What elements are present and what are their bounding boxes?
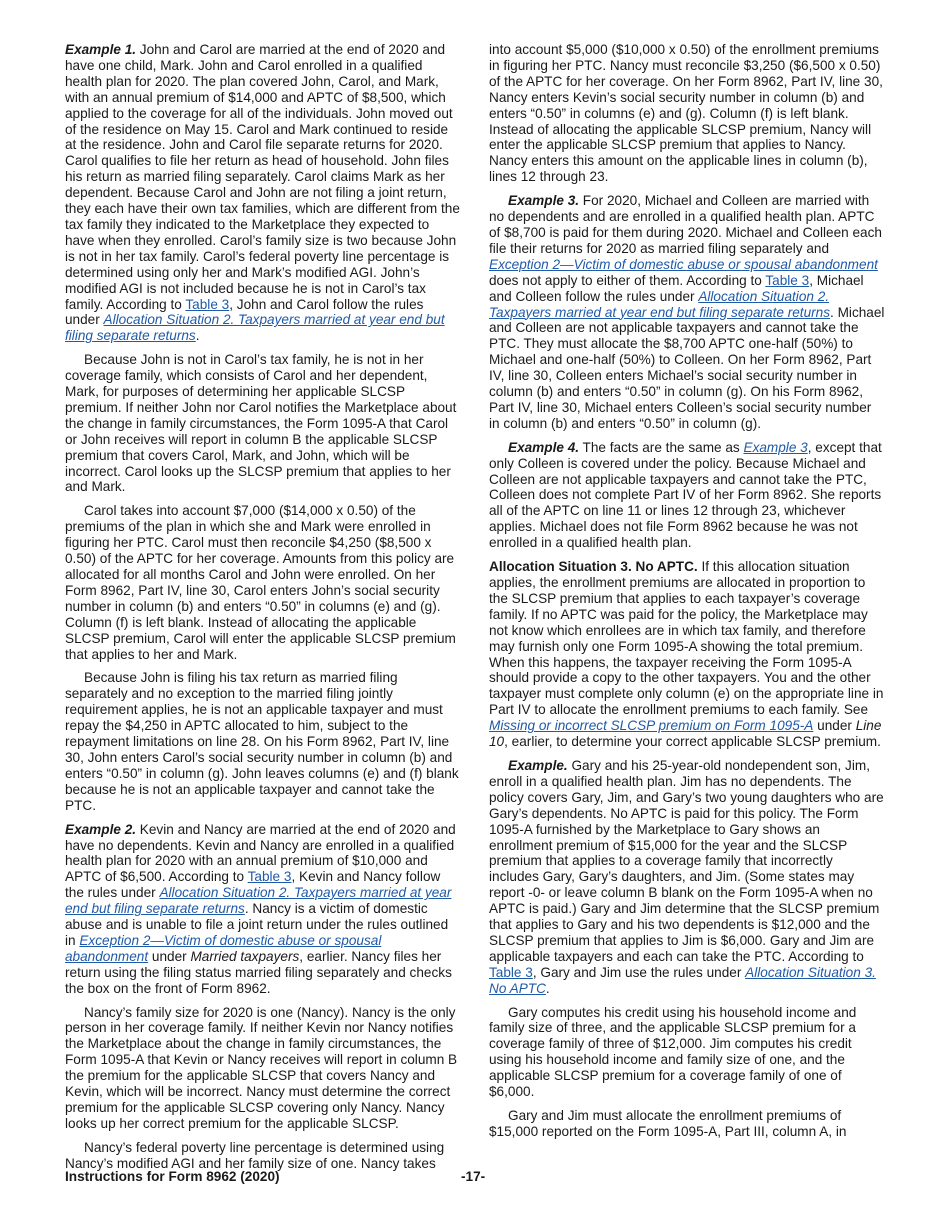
example-gary-text-3: . (545, 980, 550, 996)
table-3-link[interactable]: Table 3 (765, 272, 810, 288)
example-2-paragraph (65, 822, 461, 997)
example-3-text-3: , Michael and Colleen follow the rules under (489, 272, 864, 304)
example-1-text-2: , John and Carol follow the rules under (65, 296, 424, 328)
example-4-paragraph (489, 440, 885, 551)
example-3-lead: Example 3. (508, 193, 580, 209)
example-2-text-3: . Nancy is a victim of domestic abuse and is unable to file a joint return under the rules outlined in (65, 901, 449, 948)
exception-2-link[interactable]: Exception 2—Victim of domestic abuse or spousal abandonment (489, 256, 878, 272)
example-1-text: John and Carol are married at the end of 2020 and have one child, Mark. John and Carol enrolled in a qualified health plan for 2020. The plan covered John, Carol, and Mark, with an annual premium of $14,000 and APTC of $8,500, which applied to the coverage for all of the individuals. John moved out of the residence on May 15. Carol and Mark continued to reside at the residence. John and Carol file separate returns for 2020. Carol qualifies to file her return as head of household. John files his return as married filing separately. Carol claims Mark as her dependent. Because Carol and John are not filing a joint return, they each have their own tax families, which are different from the tax family they indicated to the Marketplace they expected to have when they enrolled. Carol’s family size is two because John is not in her tax family. Carol’s federal poverty line percentage is determined using only her and Mark’s modified AGI. John’s modified AGI is not included because he is not in Carol’s tax family. According to (65, 42, 460, 312)
allocation-situation-2-link[interactable]: Allocation Situation 2. Taxpayers married at year end but filing separate returns (65, 312, 445, 344)
allocation-situation-3-text: If this allocation situation applies, the enrollment premiums are allocated in proportion to the SLCSP premium that applies to each taxpayer’s coverage family. If no APTC was paid for the policy, the Marketplace may not know which enrollees are in which tax family, and therefore may furnish only one Form 1095-A showing the total premium. When this happens, the taxpayer receiving the Form 1095-A should provide a copy to the other taxpayers. You and the other taxpayer must complete only column (e) on the appropriate line in Part IV to allocate the enrollment premiums to each family. See (489, 559, 884, 718)
paragraph-john-coverage: Because John is not in Carol’s tax family, he is not in her coverage family, which consists of Carol and her dependent, Mark, for purposes of determining her applicable SLCSP premium. If neither John nor Carol notifies the Marketplace about the change in family circumstances, the Form 1095-A that Carol or John receives will report in column B the applicable SLCSP premium that covers Carol, Mark, and John, which will be incorrect. Carol looks up the SLCSP premium that applies to her and Mark. (65, 352, 457, 495)
allocation-situation-3-paragraph (489, 559, 885, 750)
example-4-text: The facts are the same as (579, 439, 744, 455)
allocation-situation-2-link[interactable]: Allocation Situation 2. Taxpayers married at year end but filing separate returns (65, 885, 452, 917)
example-3-text-2: does not apply to either of them. According to (489, 272, 766, 288)
paragraph-gary-jim-allocate: Gary and Jim must allocate the enrollment premiums of $15,000 reported on the Form 1095-A, Part III, column A, in (489, 1108, 847, 1139)
example-gary-text: Gary and his 25-year-old nondependent son, Jim, enroll in a qualified health plan. Jim has no dependents. The policy covers Gary, Jim, and Gary’s two young daughters who are Gary’s dependents. No APTC is paid for this policy. The Form 1095-A furnished by the Marketplace to Gary shows an enrollment premium of $15,000 for the year and the SLCSP premium that applies to a coverage family that incorrectly includes Gary, Gary’s daughters, and Jim. (Some states may report -0- or leave column B blank on the Form 1095-A when no APTC is paid.) Gary and Jim determine that the SLCSP premium that applies to Gary and his two dependents is $12,000 and the SLCSP premium that applies to Jim is $6,000. Gary and Jim are applicable taxpayers and each can take the PTC. According to (489, 757, 884, 964)
example-2-text-5: , earlier. Nancy files her return using the filing status married filing separately and checks the box on the front of Form 8962. (65, 948, 452, 996)
example-3-text-4: . Michael and Colleen are not applicable taxpayers and cannot take the PTC. They must allocate the $8,700 APTC one-half (50%) to Michael and one-half (50%) to Colleen. On her Form 8962, Part IV, line 30, Colleen enters Michael’s social security number in column (b) and enters “0.50” in column (g). On his Form 8962, Part IV, line 30, Michael enters Colleen’s social security number in column (b) and enters “0.50” in column (g). (489, 304, 885, 431)
left-column (65, 42, 461, 1180)
line-10-ref: Line 10 (489, 718, 882, 750)
allocation-situation-3-text-2: under (813, 718, 856, 734)
allocation-situation-3-heading: Allocation Situation 3. No APTC. (489, 559, 698, 575)
paragraph-gary-credit: Gary computes his credit using his household income and family size of three, and the applicable SLCSP premium for a coverage family of three of $12,000. Jim computes his credit using his household income and family size of one, and the applicable SLCSP premium for a coverage family of one of $6,000. (489, 1004, 857, 1100)
paragraph-nancy-fpl: Nancy’s federal poverty line percentage is determined using Nancy’s modified AGI and her family size of one. Nancy takes (65, 1139, 445, 1171)
right-column (489, 42, 885, 1148)
paragraph-carol-premiums: Carol takes into account $7,000 ($14,000 x 0.50) of the premiums of the plan in which she and Mark were enrolled in figuring her PTC. Carol must then reconcile $4,250 ($8,500 x 0.50) of the APTC for her coverage. Amounts from this policy are allocated for all months Carol and John were enrolled. On her Form 8962, Part IV, line 30, Carol enters John’s social security number in column (b) and enters “0.50” in columns (e) and (g). Column (f) is left blank. Instead of allocating the applicable SLCSP premium, Carol will enter the applicable SLCSP premium that applies to her and Mark. (65, 503, 456, 662)
example-4-lead: Example 4. (508, 439, 580, 455)
exception-2-link[interactable]: Exception 2—Victim of domestic abuse or spousal abandonment (65, 932, 382, 964)
paragraph-john-repay: Because John is filing his tax return as married filing separately and no exception to the married filing jointly requirement applies, he is not an applicable taxpayer and must repay the $4,250 in APTC allocated to him, subject to the repayment limitations on line 28. On his Form 8962, Part IV, line 30, John enters Carol’s social security number in column (b) and enters “0.50” in column (g). John leaves columns (e) and (f) blank because he is not an applicable taxpayer and cannot take the PTC. (65, 670, 459, 813)
example-4-text-2: , except that only Colleen is covered under the policy. Because Michael and Colleen are not applicable taxpayers and cannot take the PTC, Colleen does not complete Part IV of her Form 8962. She reports all of the APTC on line 11 or lines 12 through 23, whichever applies. Michael does not file Form 8962 because he was not enrolled in a qualified health plan. (489, 439, 882, 551)
example-1-lead: Example 1. (65, 42, 137, 57)
table-3-link[interactable]: Table 3 (489, 964, 533, 980)
allocation-situation-3-link[interactable]: Allocation Situation 3. No APTC (489, 964, 876, 996)
example-2-lead: Example 2. (65, 821, 137, 837)
example-gary-lead: Example. (508, 757, 568, 773)
example-3-text: For 2020, Michael and Colleen are married with no dependents and are enrolled in a qualified health plan. APTC of $8,700 is paid for them during 2020. Michael and Colleen each file their returns for 2020 as married filing separately and (489, 193, 882, 256)
page-footer (65, 1169, 885, 1187)
paragraph-nancy-family-size: Nancy’s family size for 2020 is one (Nancy). Nancy is the only person in her coverage family. If neither Kevin nor Nancy notifies the Marketplace about the change in family circumstances, the Form 1095-A that Kevin or Nancy receives will report in column B the premium for the applicable SLCSP that covers Nancy and Kevin, which will be incorrect. Nancy must determine the correct premium for the applicable SLCSP covering only Nancy. Nancy looks up her correct premium for the applicable SLCSP. (65, 1004, 458, 1131)
paragraph-nancy-continued: into account $5,000 ($10,000 x 0.50) of the enrollment premiums in figuring her PTC. Nancy must reconcile $3,250 ($6,500 x 0.50) of the APTC for her coverage. On her Form 8962, Part IV, line 30, Nancy enters Kevin’s social security number in column (b) and enters “0.50” in columns (e) and (g). Column (f) is left blank. Instead of allocating the applicable SLCSP premium, Nancy will enter the applicable SLCSP premium that applies to Nancy. Nancy enters this amount on the applicable lines in column (b), lines 12 through 23. (489, 42, 883, 185)
example-2-text: Kevin and Nancy are married at the end of 2020 and have no dependents. Kevin and Nancy are enrolled in a qualified health plan for 2020 with an annual premium of $10,000 and APTC of $6,500. According to (65, 821, 456, 885)
example-1-text-3: . (195, 328, 200, 344)
example-2-text-4: under (148, 948, 191, 964)
example-3-link[interactable]: Example 3 (743, 439, 808, 455)
table-3-link[interactable]: Table 3 (185, 296, 230, 312)
example-1-paragraph (65, 42, 461, 344)
example-gary-text-2: , Gary and Jim use the rules under (532, 964, 746, 980)
allocation-situation-3-text-3: , earlier, to determine your correct applicable SLCSP premium. (504, 734, 881, 750)
example-gary-paragraph (489, 758, 885, 997)
married-taxpayers-ref: Married taxpayers (190, 948, 300, 964)
page-number: -17- (461, 1169, 486, 1184)
example-3-paragraph (489, 193, 885, 432)
table-3-link[interactable]: Table 3 (247, 869, 292, 885)
allocation-situation-2-link[interactable]: Allocation Situation 2. Taxpayers married at year end but filing separate returns (489, 288, 831, 320)
missing-slcsp-link[interactable]: Missing or incorrect SLCSP premium on Form 1095-A (489, 718, 814, 734)
example-2-text-2: , Kevin and Nancy follow the rules under (65, 869, 441, 901)
footer-title: Instructions for Form 8962 (2020) (65, 1169, 280, 1184)
